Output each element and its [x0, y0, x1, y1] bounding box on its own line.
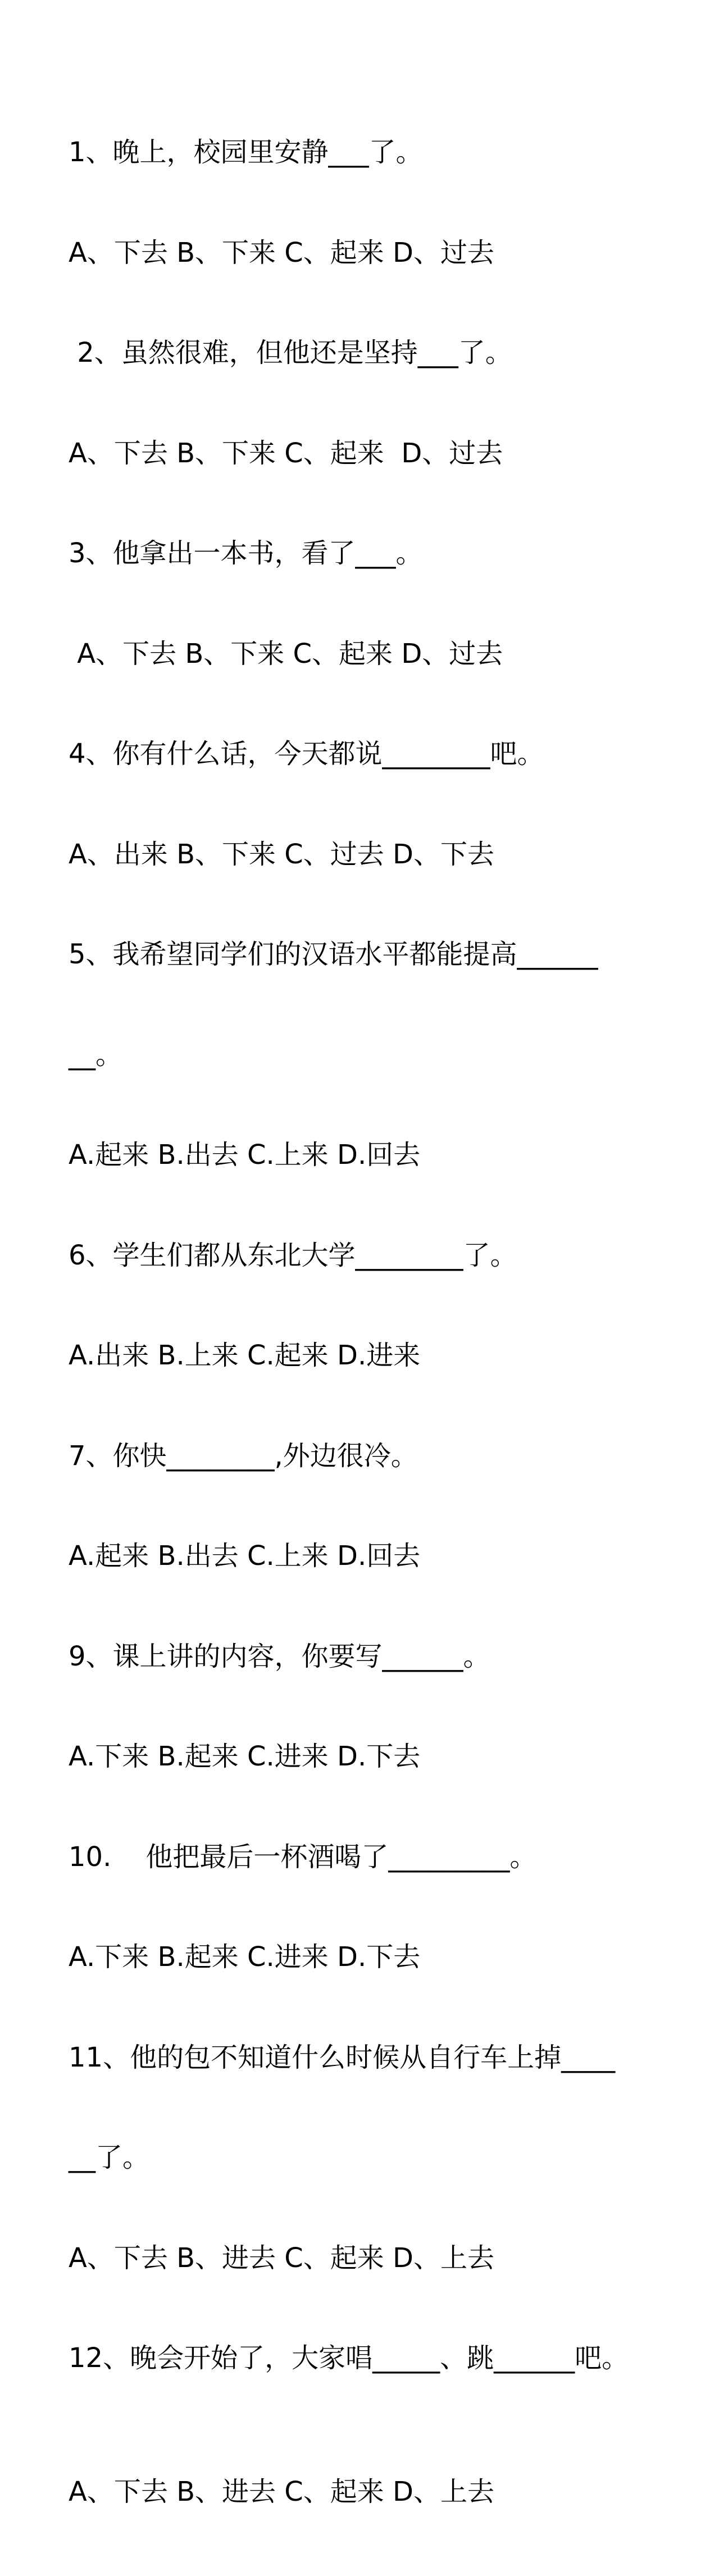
question-10-text: 10. 他把最后一杯酒喝了_________。	[69, 1841, 537, 1873]
question-3-text: 3、他拿出一本书，看了___。	[69, 538, 423, 569]
question-6-text: 6、学生们都从东北大学________了。	[69, 1239, 517, 1271]
question-1-options: A、下去 B、下来 C、起来 D、过去	[69, 236, 495, 268]
question-5-options: A.起来 B.出去 C.上来 D.回去	[69, 1139, 421, 1171]
question-11-text-continued: __了。	[69, 2142, 150, 2173]
question-5-text: 5、我希望同学们的汉语水平都能提高______	[69, 939, 598, 970]
question-10-options: A.下来 B.起来 C.进来 D.下去	[69, 1941, 421, 1973]
question-11-text: 11、他的包不知道什么时候从自行车上掉____	[69, 2041, 616, 2073]
question-12-text: 12、晚会开始了，大家唱_____、跳______吧。	[69, 2342, 629, 2374]
question-text-block	[69, 69, 686, 2576]
question-6-options: A.出来 B.上来 C.起来 D.进来	[69, 1340, 421, 1371]
question-5-text-continued: __。	[69, 1039, 123, 1071]
question-1-text: 1、晚上，校园里安静___了。	[69, 136, 423, 168]
question-12-options: A、下去 B、进去 C、起来 D、上去	[69, 2476, 495, 2507]
question-3-options: A、下去 B、下来 C、起来 D、过去	[69, 638, 503, 670]
question-9-options: A.下来 B.起来 C.进来 D.下去	[69, 1741, 421, 1772]
question-9-text: 9、课上讲的内容，你要写______。	[69, 1640, 490, 1672]
question-4-options: A、出来 B、下来 C、过去 D、下去	[69, 838, 495, 870]
question-4-text: 4、你有什么话，今天都说________吧。	[69, 738, 544, 770]
question-2-options: A、下去 B、下来 C、起来 D、过去	[69, 437, 503, 469]
question-11-options: A、下去 B、进去 C、起来 D、上去	[69, 2242, 495, 2274]
question-7-options: A.起来 B.出去 C.上来 D.回去	[69, 1540, 421, 1572]
question-7-text: 7、你快________,外边很冷。	[69, 1440, 418, 1472]
question-2-text: 2、虽然很难，但他还是坚持___了。	[69, 337, 512, 368]
